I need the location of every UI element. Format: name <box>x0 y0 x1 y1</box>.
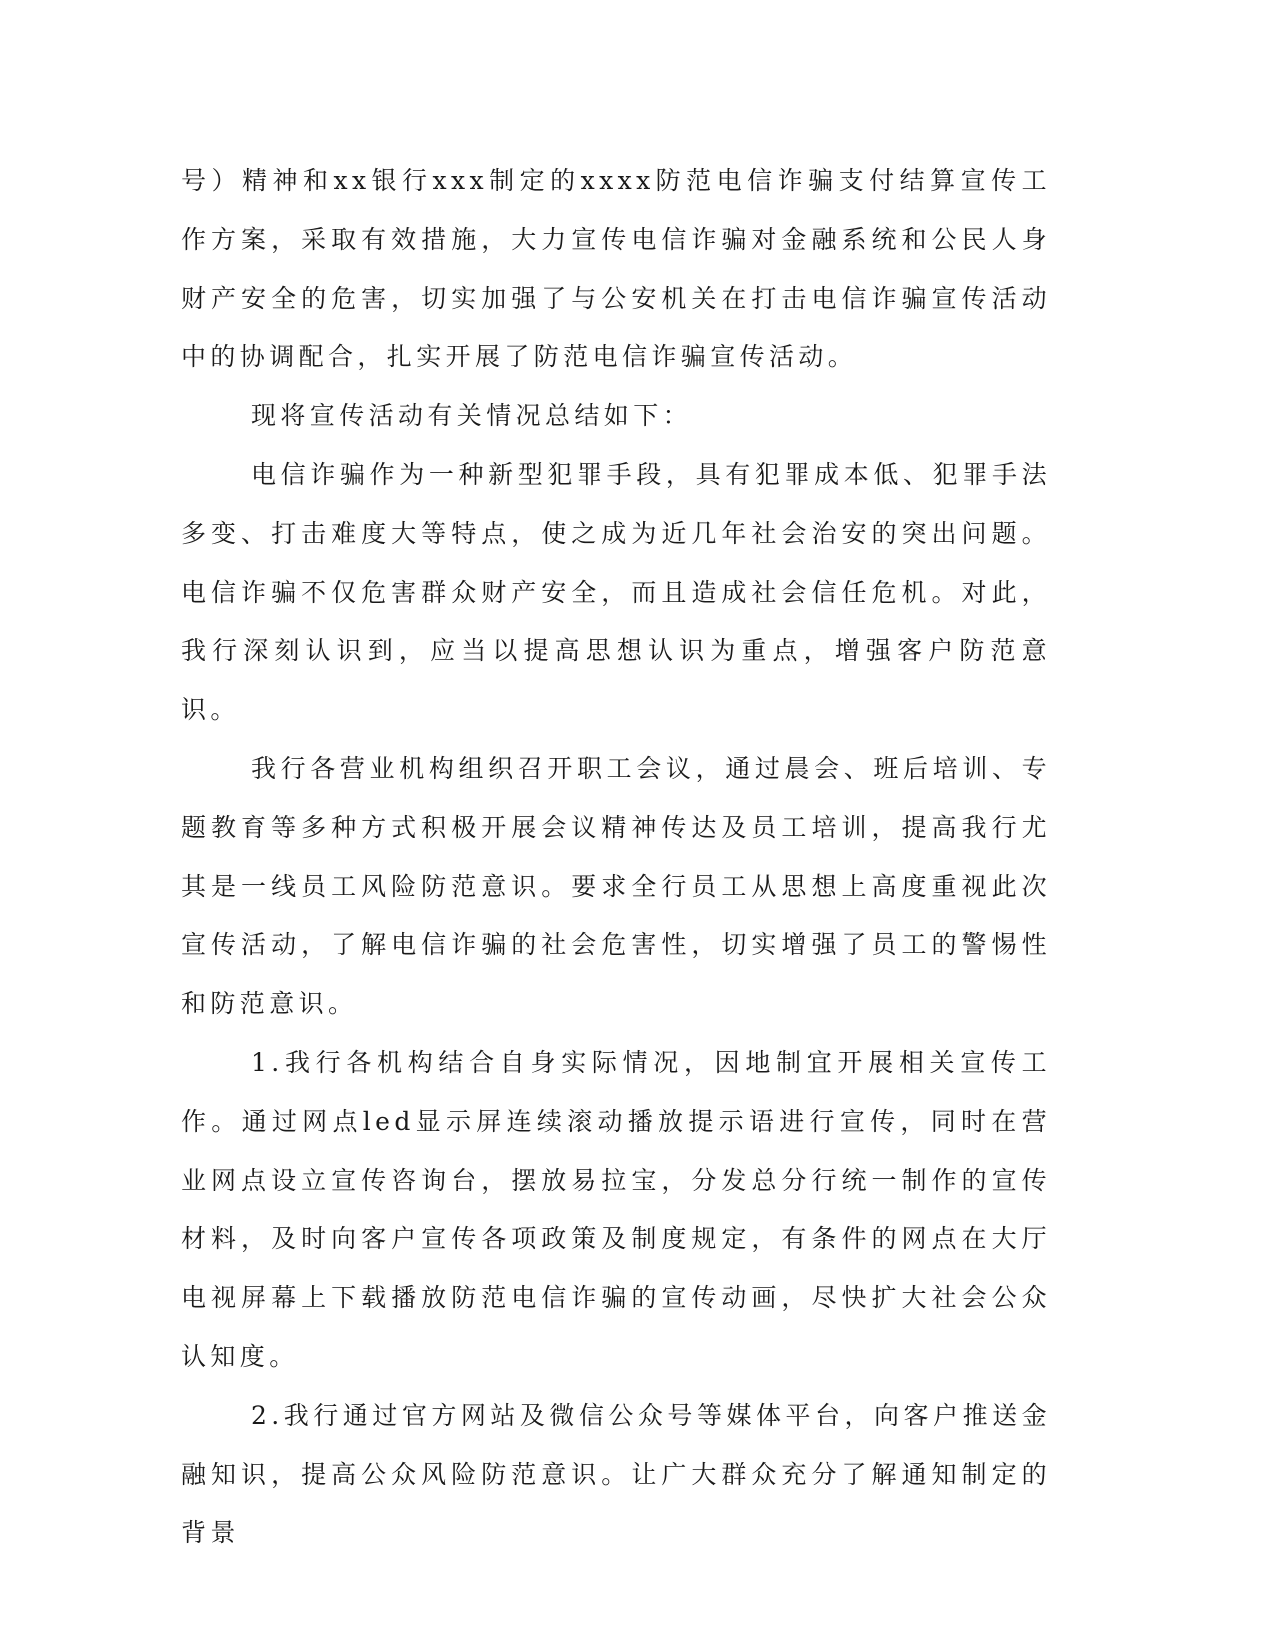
paragraph-4: 我行各营业机构组织召开职工会议，通过晨会、班后培训、专题教育等多种方式积极开展会议精神传达及员工培训，提高我行尤其是一线员工风险防范意识。要求全行员工从思想上高度重视此次宣传活动，了解电信诈骗的社会危害性，切实增强了员工的警惕性和防范意识。 <box>181 753 1051 1019</box>
paragraph-6: 2.我行通过官方网站及微信公众号等媒体平台，向客户推送金融知识，提高公众风险防范意识。让广大群众充分了解通知制定的背景 <box>181 1400 1051 1548</box>
paragraph-5: 1.我行各机构结合自身实际情况，因地制宜开展相关宣传工作。通过网点led显示屏连续滚动播放提示语进行宣传，同时在营业网点设立宣传咨询台，摆放易拉宝，分发总分行统一制作的宣传材料，及时向客户宣传各项政策及制度规定，有条件的网点在大厅电视屏幕上下载播放防范电信诈骗的宣传动画，尽快扩大社会公众认知度。 <box>181 1047 1051 1371</box>
paragraph-1: 号）精神和xx银行xxx制定的xxxx防范电信诈骗支付结算宣传工作方案，采取有效措施，大力宣传电信诈骗对金融系统和公民人身财产安全的危害，切实加强了与公安机关在打击电信诈骗宣传活动中的协调配合，扎实开展了防范电信诈骗宣传活动。 <box>181 166 1051 372</box>
document-body <box>181 152 1051 1563</box>
paragraph-3: 电信诈骗作为一种新型犯罪手段，具有犯罪成本低、犯罪手法多变、打击难度大等特点，使之成为近几年社会治安的突出问题。电信诈骗不仅危害群众财产安全，而且造成社会信任危机。对此，我行深刻认识到，应当以提高思想认识为重点，增强客户防范意识。 <box>181 459 1051 725</box>
paragraph-2: 现将宣传活动有关情况总结如下： <box>251 401 693 431</box>
